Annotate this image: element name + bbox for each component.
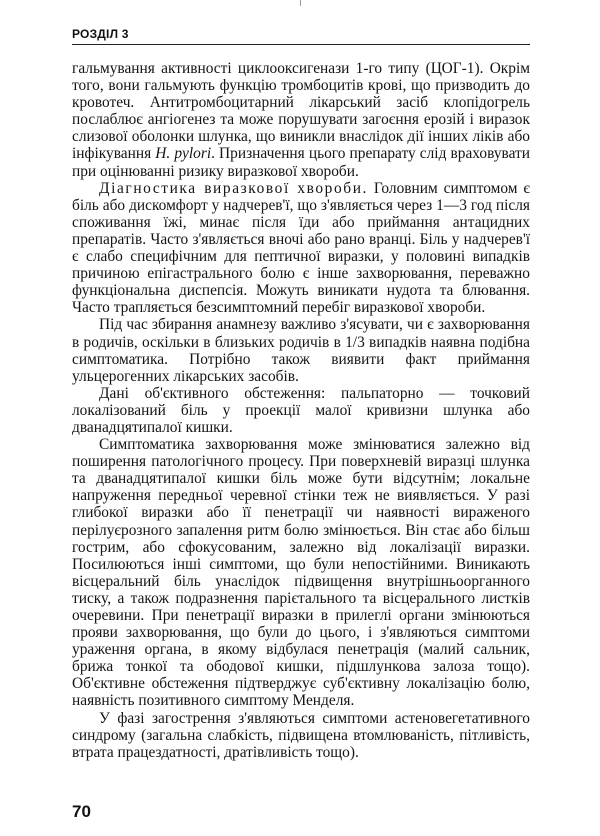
pathogen-name: H. pylori (155, 145, 212, 163)
paragraph-continuation (72, 60, 530, 180)
paragraph-examination: Дані об'єктивного обстеження: пальпаторно — точковий локалізований біль у проекції малої кривизни шлунка або дванадцятипалої кишки. (72, 384, 530, 436)
running-header: РОЗДІЛ 3 (72, 27, 129, 41)
page-number: 70 (72, 802, 91, 821)
paragraph-exacerbation: У фазі загострення з'являються симптоми астеновегетативного синдрому (загальна слабкість, підвищена втомлюваність, пітливість, втрата працездатності, дратівливість тощо). (72, 709, 530, 761)
top-crop-mark (300, 0, 301, 6)
paragraph-1-text: гальмування активності циклооксигенази 1-го типу (ЦОГ-1). Окрім того, вони гальмують функцію тромбоцитів крові, що призводить до кровотеч. Антитромбоцитарний лікарський засіб клопідогрель послаблює ангіогенез та може порушувати загоєння ерозій і виразок слизової оболонки шлунка, що виникли внаслідок дії інших ліків або інфікування (72, 60, 530, 163)
body-text (72, 60, 530, 761)
paragraph-diagnostics (72, 180, 530, 317)
paragraph-1-end: . Призначення цього препарату слід враховувати при оцінюванні ризику виразкової хвороби. (72, 145, 530, 180)
diagnostics-text: Головним симптомом є біль або дискомфорт у надчерев'ї, що з'являється через 1—3 год після споживання їжі, минає після їди або приймання антацидних препаратів. Часто з'являється вночі або рано вранці. Біль у надчерев'ї є слабо специфічним для пептичної виразки, у половині випадків причиною епігастрального болю є інше захворювання, переважно функціональна диспепсія. Можуть виникати нудота та блювання. Часто трапляється безсимптомний перебіг виразкової хвороби. (72, 179, 531, 317)
header-rule (72, 44, 530, 45)
paragraph-symptoms: Симптоматика захворювання може змінюватися залежно від поширення патологічного процесу. При поверхневій виразці шлунка та дванадцятипалої кишки біль може бути відсутнім; локальне напруження передньої черевної стінки теж не виявляється. У разі глибокої виразки або її пенетрації чи наявності вираженого перілуєрозного запалення ритм болю змінюється. Він стає або більш гострим, або сфокусованим, залежно від локалізації виразки. Посилюються інші симптоми, що були непостійними. Виникають вісцеральний біль унаслідок підвищення внутрішньоорганного тиску, а також подразнення парієтального та вісцерального листків очеревини. При пенетрації виразки в прилеглі органи змінюються прояви захворювання, що були до цього, і з'являються симптоми ураження органа, в якому відбулася пенетрація (малий сальник, брижа тонкої та ободової кишки, підшлункова залоза тощо). Об'єктивне обстеження підтверджує суб'єктивну локалізацію болю, наявність позитивного симптому Менделя. (72, 436, 530, 710)
paragraph-anamnesis: Під час збирання анамнезу важливо з'ясувати, чи є захворювання в родичів, оскільки в близьких родичів в 1/3 випадків наявна подібна симптоматика. Потрібно також виявити факт приймання ульцерогенних лікарських засобів. (72, 316, 530, 385)
diagnostics-heading: Діагностика виразкової хвороби. (99, 179, 368, 197)
